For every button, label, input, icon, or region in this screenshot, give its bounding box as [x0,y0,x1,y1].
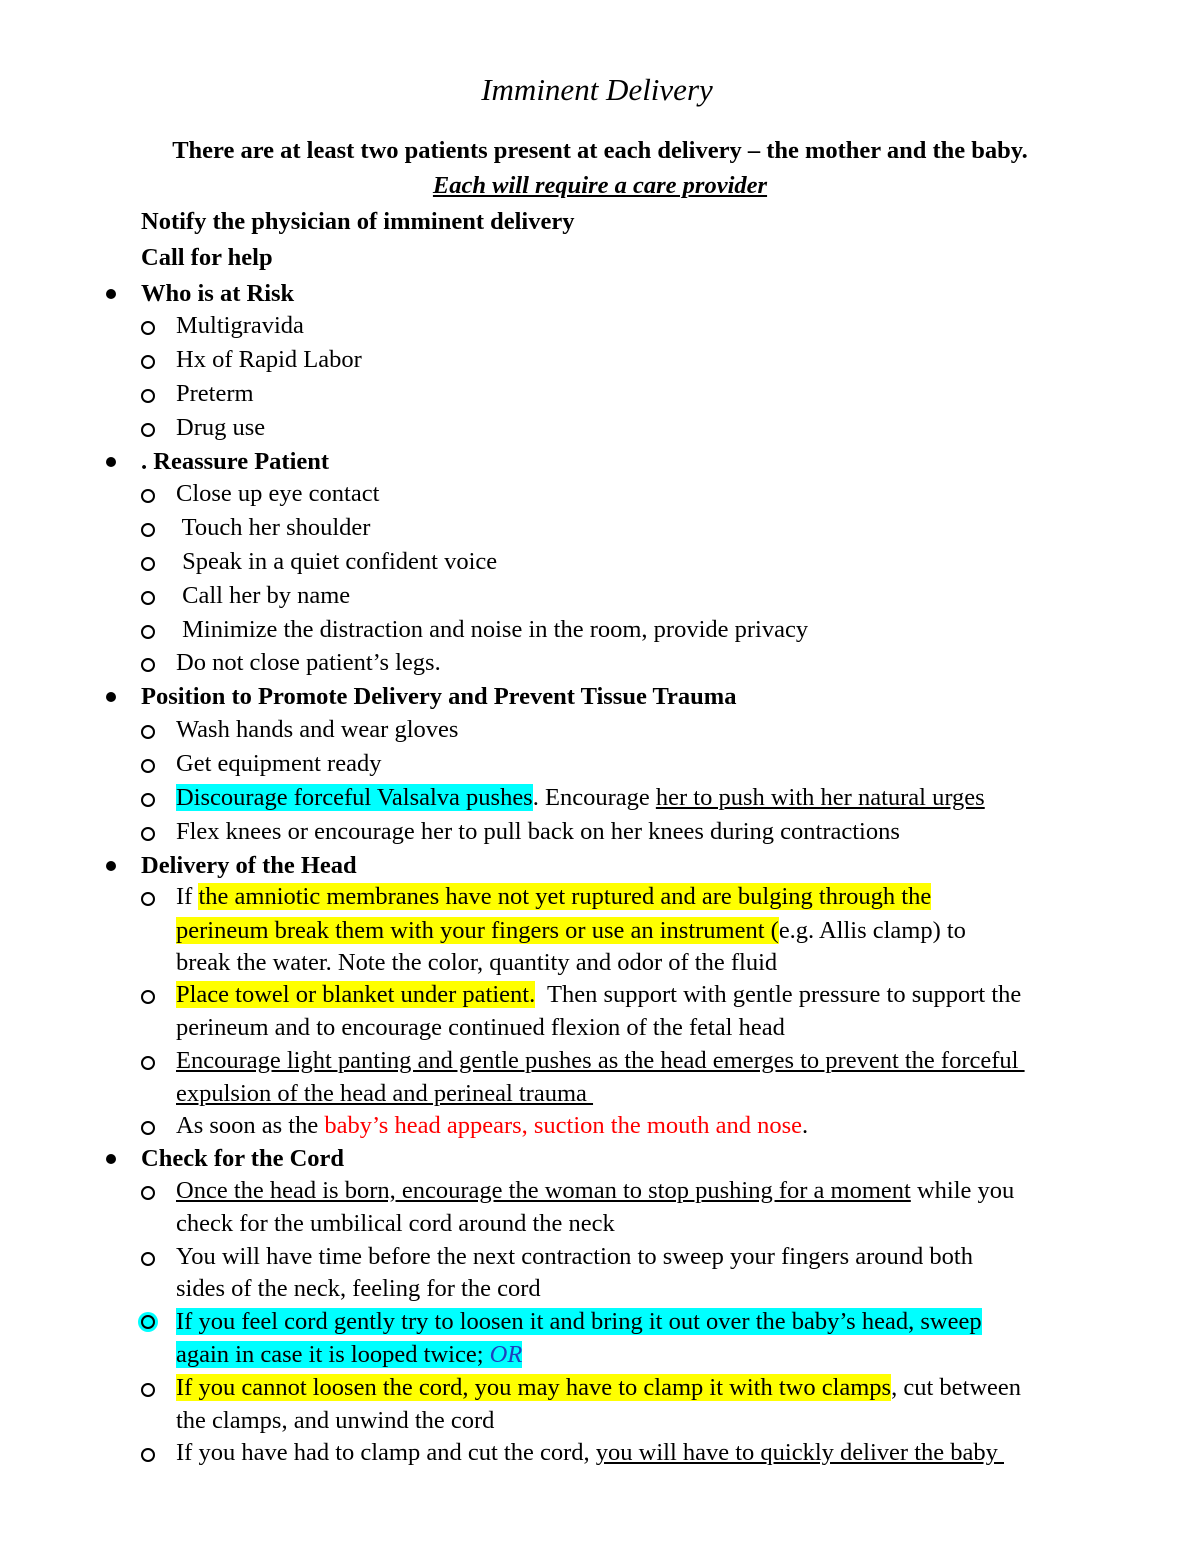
bullet-icon [106,1154,116,1164]
circle-bullet-icon [141,658,155,672]
list-item [176,978,1021,1012]
list-item: Close up eye contact [176,480,380,507]
text-span: If [176,883,199,910]
list-item [176,880,931,914]
list-item: Touch her shoulder [176,514,371,541]
text-span: Then support with gentle pressure to support the [535,981,1022,1008]
circle-bullet-icon [141,625,155,639]
circle-bullet-icon [141,523,155,537]
circle-bullet-icon [141,389,155,403]
call-help-line: Call for help [141,244,273,271]
highlighted-text: If you feel cord gently try to loosen it and bring it out over the baby’s head, sweep [176,1308,982,1335]
list-item-continued: the clamps, and unwind the cord [176,1407,495,1434]
italic-text: OR [489,1341,523,1368]
circle-bullet-icon [141,1121,155,1135]
circle-bullet-icon [141,1056,155,1070]
text-span: . Encourage [532,784,656,811]
list-item: Drug use [176,414,266,441]
text-span: As soon as the [176,1112,325,1139]
list-item-continued [176,914,966,948]
list-item-continued: perineum and to encourage continued flexion of the fetal head [176,1014,785,1041]
bullet-icon [106,457,116,467]
highlighted-text: perineum break them with your fingers or use an instrument ( [176,917,779,944]
list-item: Call her by name [176,582,351,609]
circle-bullet-icon [141,1252,155,1266]
bullet-icon [106,692,116,702]
bullet-icon [106,289,116,299]
list-item: Minimize the distraction and noise in the room, provide privacy [176,616,809,643]
risk-heading: Who is at Risk [141,280,295,307]
list-item: Speak in a quiet confident voice [176,548,498,575]
red-text: baby’s head appears, suction the mouth and nose [324,1112,802,1139]
circle-bullet-icon [141,1186,155,1200]
list-item-continued: expulsion of the head and perineal trauma [176,1080,594,1107]
text-span: If you have had to clamp and cut the cord, [176,1439,596,1466]
notify-line: Notify the physician of imminent delivery [141,208,575,235]
highlighted-text [176,1341,522,1368]
circle-bullet-icon [141,793,155,807]
cord-heading: Check for the Cord [141,1145,345,1172]
circle-bullet-icon [141,557,155,571]
list-item [176,1305,982,1339]
list-item-continued: check for the umbilical cord around the neck [176,1210,615,1237]
list-item-continued [176,1338,522,1372]
list-item [176,1436,1004,1470]
list-item-continued: sides of the neck, feeling for the cord [176,1275,541,1302]
list-item: Multigravida [176,312,304,339]
list-item: Preterm [176,380,254,407]
underlined-text: her to push with her natural urges [655,784,985,811]
underlined-text: you will have to quickly deliver the baby [595,1439,1004,1466]
circle-bullet-icon [141,759,155,773]
circle-bullet-icon [141,489,155,503]
circle-bullet-icon [141,321,155,335]
circle-bullet-icon [141,892,155,906]
text-span: . [802,1112,809,1139]
underlined-text: Once the head is born, encourage the woman to stop pushing for a moment [176,1177,911,1204]
page-title: Imminent Delivery [481,72,713,107]
list-item: You will have time before the next contraction to sweep your fingers around both [176,1243,973,1270]
list-item: Get equipment ready [176,750,382,777]
text-span: , cut between [891,1374,1022,1401]
intro-emphasis: Each will require a care provider [432,172,768,199]
text-span: while you [910,1177,1015,1204]
bullet-icon [106,861,116,871]
highlighted-text: Discourage forceful Valsalva pushes [176,784,533,811]
list-item [176,1371,1021,1405]
text-span: again in case it is looped twice; [176,1341,490,1368]
circle-bullet-icon [141,827,155,841]
circle-bullet-icon [141,1448,155,1462]
list-item: Do not close patient’s legs. [176,649,441,676]
list-item: Encourage light panting and gentle pushes as the head emerges to prevent the forceful [176,1047,1025,1074]
list-item-continued: break the water. Note the color, quantity and odor of the fluid [176,949,778,976]
circle-bullet-icon [141,423,155,437]
circle-bullet-icon [138,1312,158,1332]
highlighted-text: the amniotic membranes have not yet ruptured and are bulging through the [198,883,932,910]
highlighted-text: If you cannot loosen the cord, you may have to clamp it with two clamps [176,1374,892,1401]
list-item: Wash hands and wear gloves [176,716,459,743]
circle-bullet-icon [141,990,155,1004]
list-item [176,1109,808,1143]
circle-bullet-icon [141,591,155,605]
intro-line: There are at least two patients present at each delivery – the mother and the baby. [172,137,1028,164]
list-item: Hx of Rapid Labor [176,346,362,373]
reassure-heading: . Reassure Patient [141,448,330,475]
circle-bullet-icon [141,725,155,739]
list-item [176,1174,1014,1208]
highlighted-text: Place towel or blanket under patient. [176,981,536,1008]
position-heading: Position to Promote Delivery and Prevent Tissue Trauma [141,683,737,710]
circle-bullet-icon [141,355,155,369]
text-span: e.g. Allis clamp) to [778,917,966,944]
list-item [176,781,985,815]
circle-bullet-icon [141,1383,155,1397]
head-heading: Delivery of the Head [141,852,357,879]
list-item: Flex knees or encourage her to pull back on her knees during contractions [176,818,900,845]
